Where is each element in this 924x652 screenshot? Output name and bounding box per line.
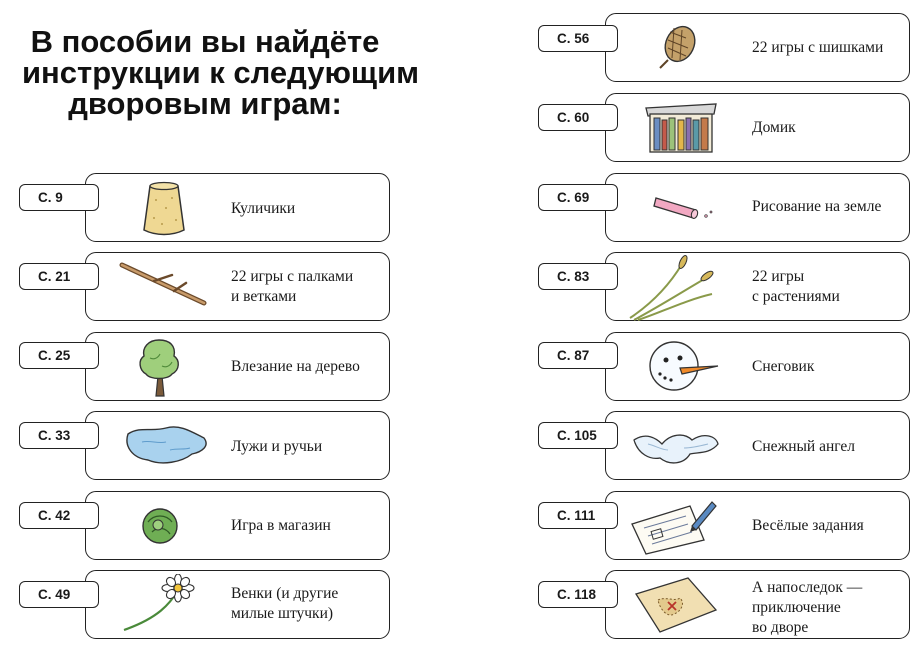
pinecone-icon bbox=[652, 20, 706, 74]
tree-icon bbox=[136, 336, 182, 398]
title-line: В пособии вы найдёте bbox=[30, 24, 380, 59]
label-line: Домик bbox=[752, 119, 796, 136]
page-tab: С. 25 bbox=[19, 342, 99, 369]
page-tab: С. 60 bbox=[538, 104, 618, 131]
label-line: Куличики bbox=[231, 200, 296, 217]
entry-label bbox=[752, 578, 862, 638]
label-line: Лужи и ручьи bbox=[231, 438, 323, 455]
label-line: 22 игры с палками bbox=[231, 268, 354, 285]
label-line: Рисование на земле bbox=[752, 198, 882, 215]
label-line: Снежный ангел bbox=[752, 438, 856, 455]
entry-label bbox=[752, 516, 864, 536]
stick-icon bbox=[116, 257, 212, 313]
page-tab: С. 56 bbox=[538, 25, 618, 52]
label-line: приключение bbox=[752, 599, 841, 616]
entry-label bbox=[231, 267, 353, 307]
grass-stalks-icon bbox=[626, 254, 720, 322]
label-line: во дворе bbox=[752, 619, 809, 636]
snow-angel-icon bbox=[628, 424, 724, 470]
entry-label bbox=[231, 357, 360, 377]
snowman-head-icon bbox=[644, 336, 724, 396]
cabbage-icon bbox=[136, 500, 186, 550]
label-line: и ветками bbox=[231, 288, 297, 305]
label-line: Весёлые задания bbox=[752, 517, 864, 534]
page-tab: С. 42 bbox=[19, 502, 99, 529]
page-title bbox=[22, 24, 420, 121]
label-line: с растениями bbox=[752, 288, 840, 305]
page-tab: С. 69 bbox=[538, 184, 618, 211]
label-line: Снеговик bbox=[752, 358, 815, 375]
label-line: 22 игры bbox=[752, 268, 805, 285]
entry-label bbox=[231, 584, 338, 624]
entry-label bbox=[231, 437, 322, 457]
chalk-icon bbox=[650, 188, 720, 226]
entry-label bbox=[752, 118, 796, 138]
label-line: А напоследок — bbox=[752, 579, 863, 596]
page-tab: С. 33 bbox=[19, 422, 99, 449]
hut-icon bbox=[642, 98, 720, 156]
page-tab: С. 21 bbox=[19, 263, 99, 290]
treasure-map-icon bbox=[630, 574, 722, 636]
page-tab: С. 83 bbox=[538, 263, 618, 290]
entry-label bbox=[752, 357, 814, 377]
daisy-icon bbox=[118, 574, 204, 634]
entry-label bbox=[752, 197, 881, 217]
page-tab: С. 105 bbox=[538, 422, 618, 449]
entry-label bbox=[752, 38, 883, 58]
title-line: инструкции к следующим bbox=[22, 55, 420, 90]
label-line: милые штучки) bbox=[231, 605, 334, 622]
entry-label bbox=[231, 199, 295, 219]
puddle-icon bbox=[122, 420, 212, 470]
label-line: Венки (и другие bbox=[231, 585, 339, 602]
title-line: дворовым играм: bbox=[68, 86, 342, 121]
page-tab: С. 49 bbox=[19, 581, 99, 608]
worksheet-icon bbox=[628, 496, 720, 556]
entry-label bbox=[231, 516, 331, 536]
sand-castle-icon bbox=[136, 178, 192, 238]
label-line: Игра в магазин bbox=[231, 517, 331, 534]
page-tab: С. 111 bbox=[538, 502, 618, 529]
page-tab: С. 9 bbox=[19, 184, 99, 211]
page-tab: С. 118 bbox=[538, 581, 618, 608]
page-tab: С. 87 bbox=[538, 342, 618, 369]
label-line: Влезание на дерево bbox=[231, 358, 360, 375]
entry-label bbox=[752, 267, 840, 307]
entry-label bbox=[752, 437, 855, 457]
label-line: 22 игры с шишками bbox=[752, 39, 884, 56]
